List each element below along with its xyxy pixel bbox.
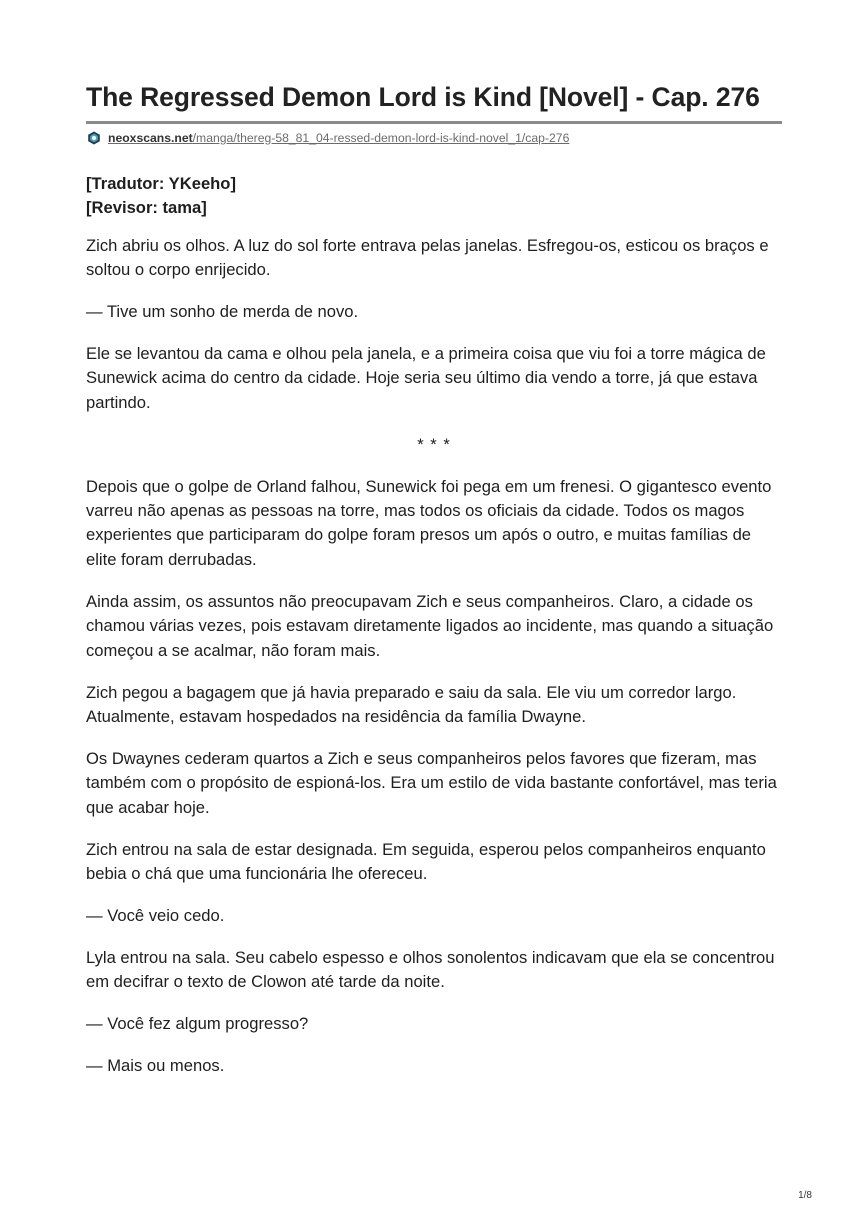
page-number: 1/8 — [798, 1190, 812, 1201]
dialogue-line: — Mais ou menos. — [86, 1055, 225, 1075]
title-divider — [86, 121, 782, 124]
dialogue-line: — Tive um sonho de merda de novo. — [86, 302, 359, 322]
paragraph: Lyla entrou na sala. Seu cabelo espesso e olhos sonolentos indicavam que ela se concentrou em decifrar o texto de Clowon até tarde da noite. — [86, 947, 775, 992]
paragraph: Zich entrou na sala de estar designada. Em seguida, esperou pelos companheiros enquanto bebia o chá que uma funcionária lhe ofereceu. — [86, 839, 766, 883]
paragraph: Zich abriu os olhos. A luz do sol forte entrava pelas janelas. Esfregou-os, esticou os braços e soltou o corpo enrijecido. — [86, 235, 769, 280]
dialogue-line: — Você veio cedo. — [86, 905, 225, 925]
paragraph: Os Dwaynes cederam quartos a Zich e seus companheiros pelos favores que fizeram, mas também com o propósito de espioná-los. Era um estilo de vida bastante confortável, mas teria que acabar hoje. — [86, 748, 777, 817]
source-domain: neoxscans.net — [108, 131, 193, 145]
reviewer-credit: [Revisor: tama] — [86, 198, 207, 218]
chapter-content — [86, 172, 782, 1096]
paragraph: Ele se levantou da cama e olhou pela janela, e a primeira coisa que viu foi a torre mágica de Sunewick acima do centro da cidade. Hoje seria seu último dia vendo a torre, já que estava partindo. — [86, 344, 766, 412]
translator-credit: [Tradutor: YKeeho] — [86, 174, 236, 193]
source-line — [87, 129, 569, 147]
page-title: The Regressed Demon Lord is Kind [Novel] - Cap. 276 — [86, 82, 760, 112]
paragraph: Ainda assim, os assuntos não preocupavam Zich e seus companheiros. Claro, a cidade os chamou várias vezes, pois estavam diretamente ligados ao incidente, mas quando a situação começou a se acalmar, não foram mais. — [86, 591, 774, 660]
scene-separator: * * * — [417, 434, 451, 454]
dialogue-line: — Você fez algum progresso? — [86, 1014, 309, 1034]
paragraph: Zich pegou a bagagem que já havia preparado e saiu da sala. Ele viu um corredor largo. Atualmente, estavam hospedados na residência da família Dwayne. — [86, 682, 737, 726]
paragraph: Depois que o golpe de Orland falhou, Sunewick foi pega em um frenesi. O gigantesco evento varreu não apenas as pessoas na torre, mas todos os oficiais da cidade. Todos os magos experientes que participaram do golpe foram presos um após o outro, e muitas famílias de elite foram derrubadas. — [86, 476, 772, 569]
source-path: /manga/thereg-58_81_04-ressed-demon-lord-is-kind-novel_1/cap-276 — [192, 131, 570, 145]
site-favicon-icon — [87, 131, 101, 145]
source-url-link[interactable] — [108, 131, 569, 145]
credits-block — [86, 172, 782, 221]
